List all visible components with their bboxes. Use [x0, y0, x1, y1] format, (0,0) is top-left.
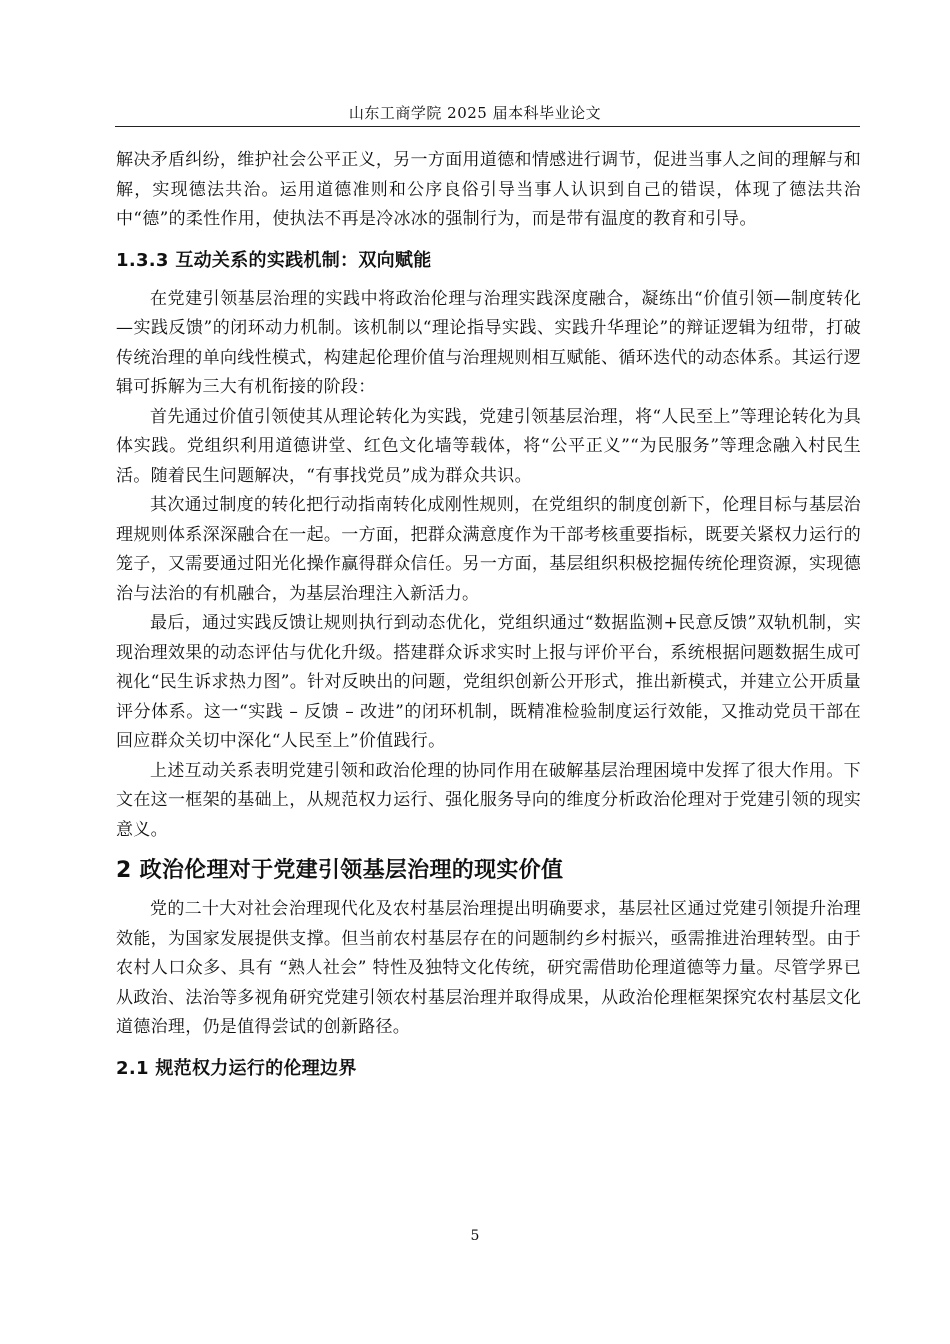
- paragraph: 党的二十大对社会治理现代化及农村基层治理提出明确要求，基层社区通过党建引领提升治理效能，为国家发展提供支撑。但当前农村基层存在的问题制约乡村振兴，亟需推进治理转型。由于农村人口众多、具有 “熟人社会” 特性及独特文化传统，研究需借助伦理道德等力量。尽管学界已从政治、法治等多视角研究党建引领农村基层治理并取得成果，从政治伦理框架探究农村基层文化道德治理，仍是值得尝试的创新路径。: [116, 899, 861, 1037]
- page-number: 5: [470, 1228, 480, 1244]
- section-heading-1-3-3: 1.3.3 互动关系的实践机制：双向赋能: [116, 249, 432, 271]
- document-body: [116, 146, 861, 1093]
- chapter-heading-2: 2 政治伦理对于党建引领基层治理的现实价值: [116, 858, 564, 883]
- paragraph: 其次通过制度的转化把行动指南转化成刚性规则，在党组织的制度创新下，伦理目标与基层治理规则体系深深融合在一起。一方面，把群众满意度作为干部考核重要指标，既要关紧权力运行的笼子，又需要通过阳光化操作赢得群众信任。另一方面，基层组织积极挖掘传统伦理资源，实现德治与法治的有机融合，为基层治理注入新活力。: [116, 495, 861, 604]
- paragraph: 首先通过价值引领使其从理论转化为实践，党建引领基层治理，将“人民至上”等理论转化为具体实践。党组织利用道德讲堂、红色文化墙等载体，将“公平正义”“为民服务”等理念融入村民生活。随着民生问题解决，“有事找党员”成为群众共识。: [116, 406, 861, 486]
- page-header: 山东工商学院 2025 届本科毕业论文: [348, 104, 602, 122]
- paragraph: 解决矛盾纠纷，维护社会公平正义，另一方面用道德和情感进行调节，促进当事人之间的理解与和解，实现德法共治。运用道德准则和公序良俗引导当事人认识到自己的错误，体现了德法共治中“德”的柔性作用，使执法不再是冷冰冰的强制行为，而是带有温度的教育和引导。: [116, 150, 861, 229]
- section-heading-2-1: 2.1 规范权力运行的伦理边界: [116, 1057, 357, 1079]
- paragraph: 在党建引领基层治理的实践中将政治伦理与治理实践深度融合，凝练出“价值引领—制度转化—实践反馈”的闭环动力机制。该机制以“理论指导实践、实践升华理论”的辩证逻辑为纽带，打破传统治理的单向线性模式，构建起伦理价值与治理规则相互赋能、循环迭代的动态体系。其运行逻辑可拆解为三大有机衔接的阶段：: [116, 288, 861, 397]
- header-divider: [115, 126, 860, 127]
- paragraph: 最后，通过实践反馈让规则执行到动态优化，党组织通过“数据监测+民意反馈”双轨机制，实现治理效果的动态评估与优化升级。搭建群众诉求实时上报与评价平台，系统根据问题数据生成可视化“民生诉求热力图”。针对反映出的问题，党组织创新公开形式，推出新模式，并建立公开质量评分体系。这一“实践 – 反馈 – 改进”的闭环机制，既精准检验制度运行效能，又推动党员干部在回应群众关切中深化“人民至上”价值践行。: [116, 613, 861, 751]
- paragraph: 上述互动关系表明党建引领和政治伦理的协同作用在破解基层治理困境中发挥了很大作用。下文在这一框架的基础上，从规范权力运行、强化服务导向的维度分析政治伦理对于党建引领的现实意义。: [116, 760, 861, 840]
